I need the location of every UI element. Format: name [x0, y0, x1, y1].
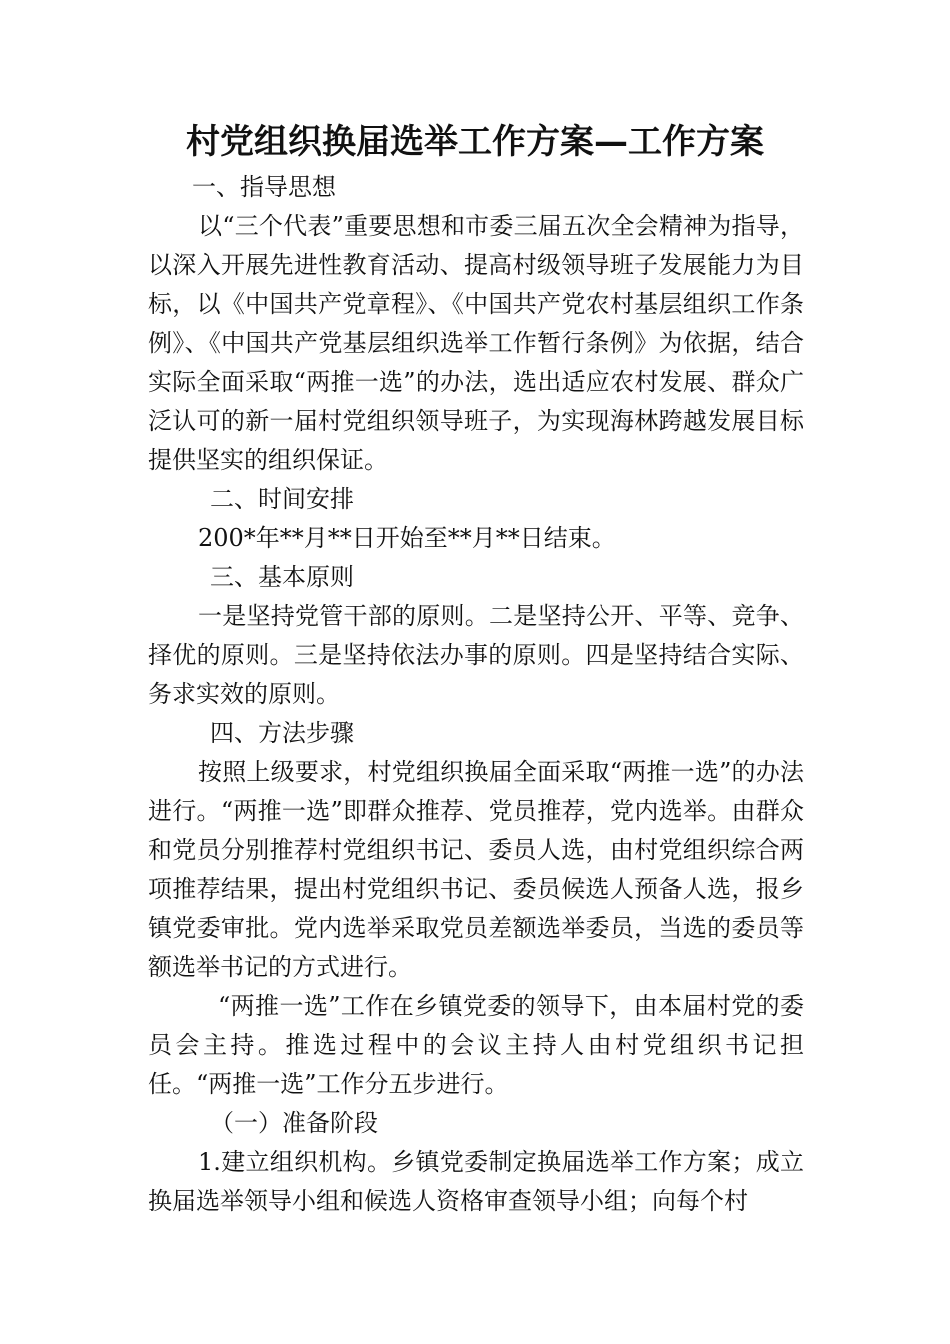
section-heading-principles: 三、基本原则 — [210, 563, 354, 591]
paragraph-guiding-ideology: 以“三个代表”重要思想和市委三届五次全会精神为指导，以深入开展先进性教育活动、提高村级领导班子发展能力为目标，以《中国共产党章程》、《中国共产党农村基层组织工作条例》、《中国共产党基层组织选举工作暂行条例》为依据，结合实际全面采取“两推一选”的办法，选出适应农村发展、群众广泛认可的新一届村党组织领导班子，为实现海林跨越发展目标提供坚实的组织保证。 — [148, 212, 804, 474]
section-heading-schedule: 二、时间安排 — [210, 485, 354, 513]
section-heading-guiding-ideology: 一、指导思想 — [192, 173, 336, 201]
paragraph-methods-1: 按照上级要求，村党组织换届全面采取“两推一选”的办法进行。“两推一选”即群众推荐、党员推荐，党内选举。由群众和党员分别推荐村党组织书记、委员人选，由村党组织综合两项推荐结果，提出村党组织书记、委员候选人预备人选，报乡镇党委审批。党内选举采取党员差额选举委员，当选的委员等额选举书记的方式进行。 — [148, 758, 804, 981]
subsection-heading-preparation: （一）准备阶段 — [210, 1109, 378, 1137]
paragraph-methods-2: “两推一选”工作在乡镇党委的领导下，由本届村党的委员会主持。推选过程中的会议主持人由村党组织书记担任。“两推一选”工作分五步进行。 — [148, 992, 804, 1098]
document-title: 村党组织换届选举工作方案—工作方案 — [186, 122, 764, 162]
section-heading-methods: 四、方法步骤 — [210, 719, 354, 747]
document-body — [148, 168, 804, 1221]
paragraph-schedule: 200*年**月**日开始至**月**日结束。 — [198, 524, 616, 552]
paragraph-preparation: 1.建立组织机构。乡镇党委制定换届选举工作方案；成立换届选举领导小组和候选人资格审查领导小组；向每个村 — [148, 1148, 804, 1215]
paragraph-principles: 一是坚持党管干部的原则。二是坚持公开、平等、竞争、择优的原则。三是坚持依法办事的原则。四是坚持结合实际、务求实效的原则。 — [148, 602, 804, 708]
